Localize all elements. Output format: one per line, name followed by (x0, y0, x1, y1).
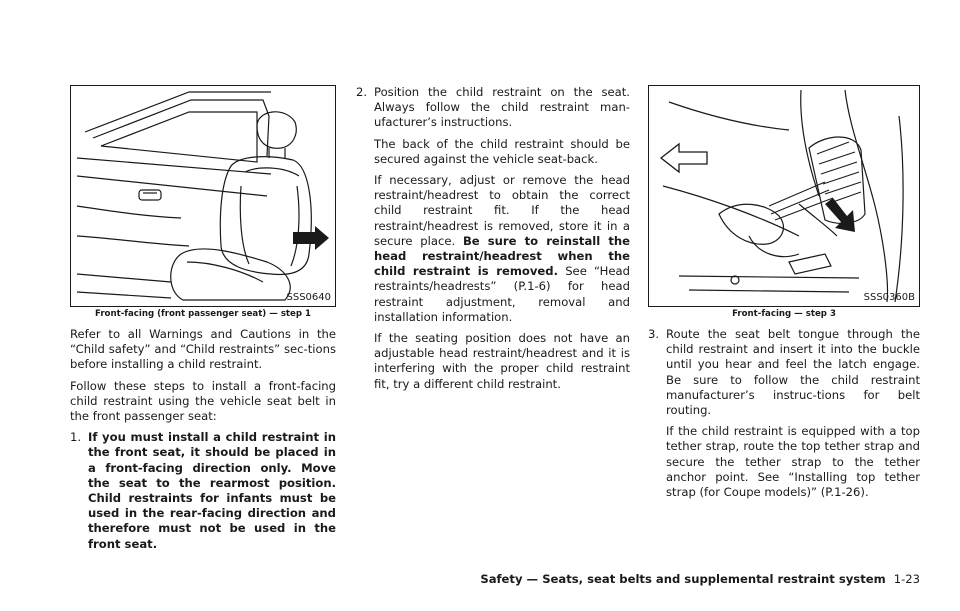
column-middle (356, 85, 630, 392)
step-1-text: If you must install a child restraint in the front seat, it should be placed in a front-facing direction only. Move the seat to the rearmost position. Child restraints for infants must be used in the rear-facing direction and therefore must not be used in the front seat. (88, 430, 336, 551)
step-number: 2. (356, 85, 368, 99)
figure-caption: Front-facing — step 3 (732, 309, 836, 319)
step-2-alternative-text: If the seating position does not have an adjustable head restraint/headrest and it is interfering with the proper child restraint fit, try a different child restraint. (374, 331, 630, 391)
step-3 (648, 327, 920, 500)
seat-illustration (71, 86, 335, 306)
step-3-tether-text: If the child restraint is equipped with a top tether strap, route the top tether strap and secure the tether strap to the tether anchor point. See “Installing top tether strap (for Coupe models)” (P.1-26). (666, 424, 920, 500)
page-number: 1-23 (893, 572, 920, 586)
step-number: 1. (70, 430, 82, 445)
step-number: 3. (648, 327, 660, 341)
page-footer (480, 572, 920, 586)
intro-paragraph: Refer to all Warnings and Cautions in the “Child safety” and “Child restraints” sec-tions before installing a child restraint. (70, 327, 336, 372)
figure-caption: Front-facing (front passenger seat) — step 1 (95, 309, 311, 319)
figure-seat-belt-routing (648, 85, 920, 307)
belt-routing-illustration (649, 86, 919, 306)
step-2-headrest-text (374, 173, 630, 325)
step-2-seatback-text: The back of the child restraint should be secured against the vehicle seat-back. (374, 136, 630, 166)
column-right (648, 85, 920, 500)
headrest-instruction: If necessary, adjust or remove the head restraint/headrest to obtain the correct child restraint fit. If the head restraint/headrest is removed, store it in a secure place. (374, 173, 630, 248)
steps-intro-paragraph: Follow these steps to install a front-facing child restraint using the vehicle seat belt in the front passenger seat: (70, 378, 336, 424)
column-left (70, 85, 336, 552)
figure-code: SSS0640 (286, 292, 331, 303)
headrest-reference: See “Head restraints/headrests” (P.1-6) for head restraint adjustment, removal and installation information. (374, 264, 630, 324)
figure-front-passenger-seat (70, 85, 336, 307)
step-2-text: Position the child restraint on the seat. Always follow the child restraint man-ufacturer’s instructions. (374, 85, 630, 130)
section-title: Safety — Seats, seat belts and supplemental restraint system (480, 572, 886, 586)
figure-code: SSS0360B (863, 292, 915, 303)
step-3-text: Route the seat belt tongue through the child restraint and insert it into the buckle until you hear and feel the latch engage. Be sure to follow the child restraint manufacturer’s instruc-tions for belt routing. (666, 327, 920, 418)
headrest-warning: Be sure to reinstall the head restraint/headrest when the child restraint is removed. (374, 233, 631, 279)
step-1 (70, 430, 336, 552)
step-2 (356, 85, 630, 392)
